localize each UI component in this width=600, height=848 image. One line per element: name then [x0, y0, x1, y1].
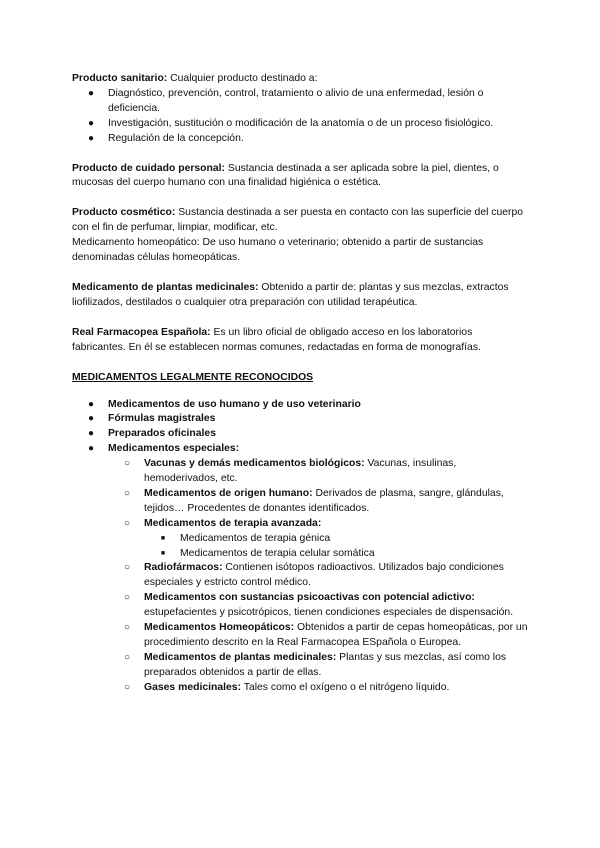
spacer — [72, 191, 528, 206]
list-item-term: Medicamentos de terapia avanzada: — [144, 517, 322, 529]
list-terapia-avanzada — [144, 532, 528, 562]
paragraph-producto-cosmetico — [72, 206, 528, 236]
list-item — [108, 651, 528, 681]
bullet-circle-icon: ○ — [123, 562, 131, 574]
list-item — [144, 532, 528, 547]
term-cuidado-personal: Producto de cuidado personal: — [72, 162, 225, 174]
definition-producto-cosmetico: Sustancia destinada a ser puesta en contacto con las superficie del cuerpo con el fin de perfumar, limpiar, modificar, etc. — [72, 207, 524, 234]
list-item — [72, 427, 528, 442]
list-item-text: Medicamentos de terapia celular somática — [180, 547, 375, 559]
bullet-circle-icon: ○ — [123, 458, 131, 470]
list-item-text: Contienen isótopos radioactivos. Utilizados bajo condiciones especiales y estricto control médico. — [144, 562, 504, 589]
paragraph-plantas-medicinales — [72, 281, 528, 311]
list-item-term: Vacunas y demás medicamentos biológicos: — [144, 458, 365, 470]
list-item — [108, 591, 528, 621]
list-item-text: Tales como el oxígeno o el nitrógeno líquido. — [241, 681, 450, 693]
definition-producto-sanitario: Cualquier producto destinado a: — [167, 73, 318, 84]
list-producto-sanitario — [72, 87, 528, 147]
list-item — [108, 681, 528, 696]
bullet-circle-icon: ○ — [123, 592, 131, 604]
bullet-disc-icon: ● — [87, 117, 95, 129]
bullet-disc-icon: ● — [87, 443, 95, 455]
spacer — [72, 356, 528, 371]
list-item-term: Medicamentos Homeopáticos: — [144, 622, 295, 634]
list-item-text: Medicamentos de uso humano y de uso veterinario — [108, 398, 361, 410]
list-item — [72, 117, 528, 132]
list-item-text: Fórmulas magistrales — [108, 413, 216, 425]
list-medicamentos-especiales — [108, 457, 528, 696]
list-item-term: Medicamentos de plantas medicinales: — [144, 651, 337, 663]
list-item — [108, 457, 528, 487]
list-item-text: Derivados de plasma, sangre, glándulas, tejidos… Procedentes de donantes identificados. — [144, 487, 504, 514]
bullet-circle-icon: ○ — [123, 622, 131, 634]
bullet-disc-icon: ● — [87, 413, 95, 425]
list-item-text: Diagnóstico, prevención, control, tratamiento o alivio de una enfermedad, lesión o deficiencia. — [108, 87, 484, 114]
list-item-term: Radiofármacos: — [144, 562, 223, 574]
list-item — [108, 561, 528, 591]
list-item — [108, 517, 528, 562]
term-plantas-medicinales: Medicamento de plantas medicinales: — [72, 281, 259, 293]
document-body — [72, 72, 528, 696]
term-real-farmacopea: Real Farmacopea Española: — [72, 326, 211, 338]
term-producto-sanitario: Producto sanitario: — [72, 73, 168, 84]
bullet-disc-icon: ● — [87, 428, 95, 440]
list-item-text: Preparados oficinales — [108, 428, 216, 440]
list-item-text: Medicamentos especiales: — [108, 443, 240, 455]
definition-plantas-medicinales: Obtenido a partir de: plantas y sus mezclas, extractos liofilizados, destilados o cualquier otra preparación con utilidad terapéutica. — [72, 281, 509, 308]
list-item-term: Medicamentos con sustancias psicoactivas con potencial adictivo: — [144, 592, 475, 604]
paragraph-cuidado-personal — [72, 162, 528, 192]
list-item — [72, 132, 528, 147]
paragraph-real-farmacopea — [72, 326, 528, 356]
list-item-text: Regulación de la concepción. — [108, 132, 244, 144]
list-item-text: Obtenidos a partir de cepas homeopáticas, por un procedimiento descrito en la Real Farmacopea ESpañola o Europea. — [144, 622, 528, 648]
list-item — [72, 87, 528, 117]
bullet-circle-icon: ○ — [123, 487, 131, 499]
list-item — [144, 547, 528, 562]
bullet-circle-icon: ○ — [123, 681, 131, 693]
list-item — [72, 412, 528, 427]
definition-cuidado-personal: Sustancia destinada a ser aplicada sobre la piel, dientes, o mucosas del cuerpo humano con una finalidad higiénica o estética. — [72, 162, 499, 189]
list-item-text: Medicamentos de terapia génica — [180, 532, 331, 544]
bullet-square-icon: ■ — [160, 549, 166, 557]
list-item — [72, 398, 528, 413]
list-medicamentos-reconocidos — [72, 398, 528, 696]
bullet-disc-icon: ● — [87, 87, 95, 99]
section-heading: MEDICAMENTOS LEGALMENTE RECONOCIDOS — [72, 371, 314, 383]
bullet-disc-icon: ● — [87, 398, 95, 410]
spacer — [72, 147, 528, 162]
list-item — [72, 442, 528, 695]
paragraph-medicamento-homeopatico: Medicamento homeopático: De uso humano o veterinario; obtenido a partir de sustancias denominadas células homeopáticas. — [72, 237, 484, 264]
list-item-text: Investigación, sustitución o modificación de la anatomía o de un proceso fisiológico. — [108, 117, 494, 129]
spacer — [72, 266, 528, 281]
list-item-term: Medicamentos de origen humano: — [144, 487, 313, 499]
bullet-disc-icon: ● — [87, 132, 95, 144]
list-item — [108, 621, 528, 651]
list-item-text: Plantas y sus mezclas, así como los preparados obtenidos a partir de ellas. — [144, 651, 507, 678]
bullet-circle-icon: ○ — [123, 517, 131, 529]
list-item — [108, 487, 528, 517]
spacer — [72, 311, 528, 326]
list-item-term: Gases medicinales: — [144, 681, 242, 693]
list-item-text: estupefacientes y psicotrópicos, tienen condiciones especiales de dispensación. — [144, 607, 514, 619]
bullet-circle-icon: ○ — [123, 651, 131, 663]
list-item-text: Vacunas, insulinas, hemoderivados, etc. — [144, 458, 457, 485]
term-producto-cosmetico: Producto cosmético: — [72, 207, 176, 219]
definition-real-farmacopea: Es un libro oficial de obligado acceso en los laboratorios fabricantes. En él se establecen normas comunes, redactadas en forma de monografías. — [72, 326, 481, 353]
paragraph-producto-sanitario — [72, 72, 528, 87]
bullet-square-icon: ■ — [160, 534, 166, 542]
